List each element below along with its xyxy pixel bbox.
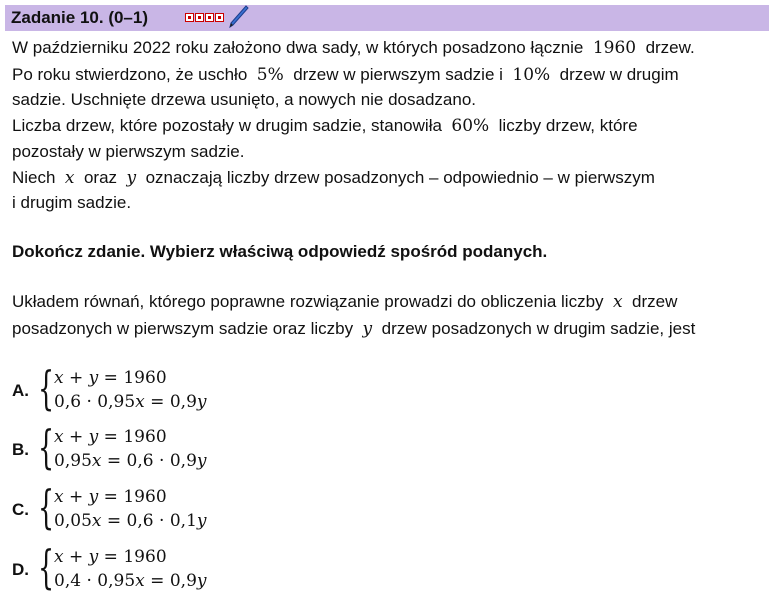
score-box <box>205 13 214 22</box>
text-segment: Niech <box>12 168 56 187</box>
option-label: A. <box>12 381 29 400</box>
score-box <box>215 13 224 22</box>
score-box <box>185 13 194 22</box>
task-header <box>5 5 769 31</box>
equation-2: 0,95x = 0,6 · 0,9y <box>54 451 207 471</box>
paragraph-line-5: pozostały w pierwszym sadzie. <box>12 142 245 161</box>
math-variable: y <box>362 319 373 339</box>
option-label: D. <box>12 560 29 579</box>
equation-1: x + y = 1960 <box>54 368 167 388</box>
text-segment: Po roku stwierdzono, że uschło <box>12 65 248 84</box>
brace-icon: { <box>38 540 55 594</box>
paragraph-line-3: sadzie. Uschnięte drzewa usunięto, a nowych nie dosadzano. <box>12 90 477 109</box>
instruction: Dokończ zdanie. Wybierz właściwą odpowiedź spośród podanych. <box>12 242 548 261</box>
math-variable: x <box>64 168 75 188</box>
text-segment: Układem równań, którego poprawne rozwiązanie prowadzi do obliczenia liczby <box>12 292 604 311</box>
equation-2: 0,6 · 0,95x = 0,9y <box>54 392 207 412</box>
option-label: C. <box>12 500 29 519</box>
brace-icon: { <box>38 420 55 474</box>
text-segment: oznaczają liczby drzew posadzonych – odpowiednio – w pierwszym <box>145 168 655 187</box>
option-label: B. <box>12 440 29 459</box>
text-segment: W październiku 2022 roku założono dwa sady, w których posadzono łącznie <box>12 38 584 57</box>
equation-2: 0,4 · 0,95x = 0,9y <box>54 571 207 591</box>
score-box <box>195 13 204 22</box>
equation-1: x + y = 1960 <box>54 487 167 507</box>
pencil-icon <box>227 5 249 29</box>
text-segment: drzew. <box>645 38 695 57</box>
text-segment: liczby drzew, które <box>498 116 638 135</box>
text-segment: drzew posadzonych w drugim sadzie, jest <box>381 319 696 338</box>
paragraph-line-4 <box>12 115 638 137</box>
paragraph-line-7: i drugim sadzie. <box>12 193 132 212</box>
question-line-2 <box>12 318 695 340</box>
math-variable: y <box>126 168 137 188</box>
question-line-1 <box>12 291 677 313</box>
paragraph-line-6 <box>12 167 655 189</box>
text-segment: drzew w drugim <box>559 65 679 84</box>
text-segment: oraz <box>83 168 118 187</box>
equation-1: x + y = 1960 <box>54 427 167 447</box>
brace-icon: { <box>38 361 55 415</box>
text-segment: drzew <box>632 292 678 311</box>
math-number: 5% <box>256 65 284 85</box>
math-number: 10% <box>512 65 551 85</box>
text-segment: Liczba drzew, które pozostały w drugim sadzie, stanowiła <box>12 116 442 135</box>
paragraph-line-1 <box>12 37 695 59</box>
equation-1: x + y = 1960 <box>54 547 167 567</box>
text-segment: drzew w pierwszym sadzie i <box>293 65 503 84</box>
task-title: Zadanie 10. (0–1) <box>11 8 149 27</box>
text-segment: posadzonych w pierwszym sadzie oraz liczby <box>12 319 354 338</box>
math-number: 1960 <box>592 38 637 58</box>
equation-2: 0,05x = 0,6 · 0,1y <box>54 511 207 531</box>
brace-icon: { <box>38 480 55 534</box>
score-boxes <box>185 13 224 22</box>
math-variable: x <box>612 292 623 312</box>
math-number: 60% <box>451 116 490 136</box>
paragraph-line-2 <box>12 64 679 86</box>
